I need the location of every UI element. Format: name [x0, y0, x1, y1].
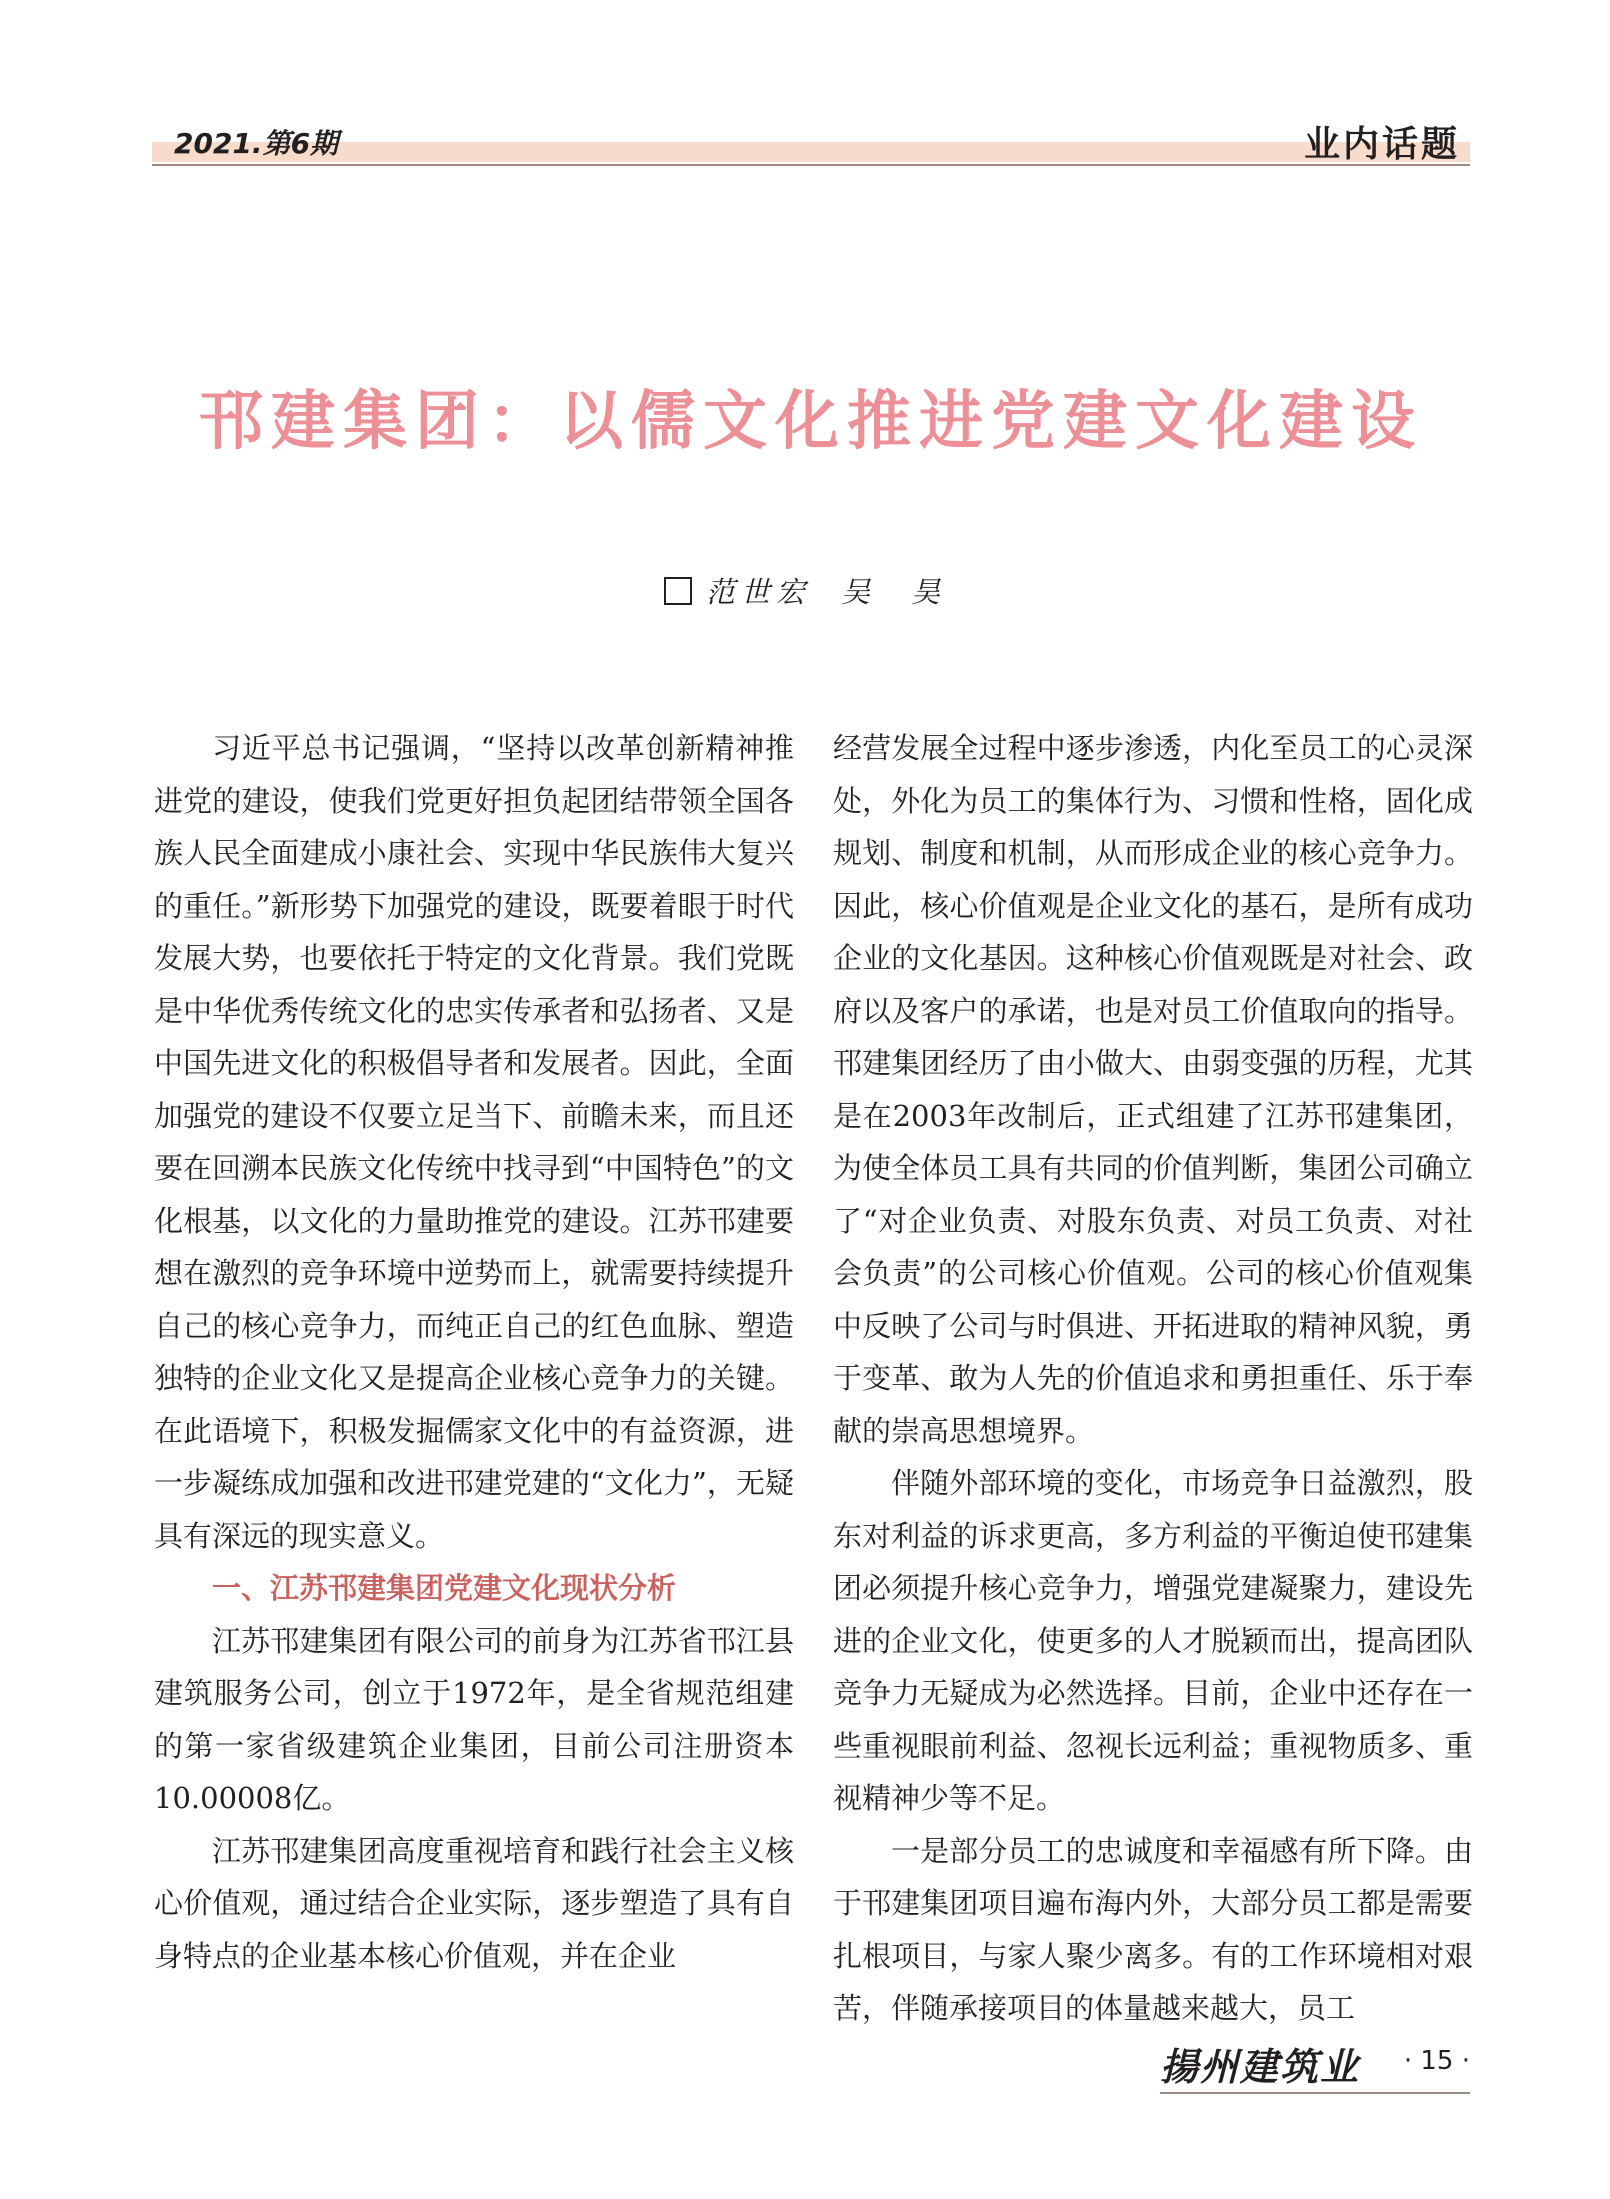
paragraph: 习近平总书记强调，“坚持以改革创新精神推进党的建设，使我们党更好担负起团结带领全国各族人民全面建成小康社会、实现中华民族伟大复兴的重任。”新形势下加强党的建设，既要着眼于时代发展大势，也要依托于特定的文化背景。我们党既是中华优秀传统文化的忠实传承者和弘扬者、又是中国先进文化的积极倡导者和发展者。因此，全面加强党的建设不仅要立足当下、前瞻未来，而且还要在回溯本民族文化传统中找寻到“中国特色”的文化根基，以文化的力量助推党的建设。江苏邗建要想在激烈的竞争环境中逆势而上，就需要持续提升自己的核心竞争力，而纯正自己的红色血脉、塑造独特的企业文化又是提高企业核心竞争力的关键。在此语境下，积极发掘儒家文化中的有益资源，进一步凝练成加强和改进邗建党建的“文化力”，无疑具有深远的现实意义。: [154, 731, 794, 1553]
page-header: [152, 112, 1470, 165]
paragraph: 一是部分员工的忠诚度和幸福感有所下降。由于邗建集团项目遍布海内外，大部分员工都是需要扎根项目，与家人聚少离多。有的工作环境相对艰苦，伴随承接项目的体量越来越大，员工: [833, 1833, 1473, 2025]
page-number: · 15 ·: [1403, 2046, 1470, 2076]
byline-box-icon: [664, 577, 692, 605]
article-title: 邗建集团：以儒文化推进党建文化建设: [199, 385, 1423, 459]
author-2: 吴 昊: [841, 575, 947, 609]
section-heading: 一、江苏邗建集团党建文化现状分析: [212, 1571, 677, 1605]
byline: [0, 570, 1610, 611]
footer-rule: [1160, 2092, 1470, 2094]
header-rule: [152, 164, 1470, 166]
paragraph: 江苏邗建集团有限公司的前身为江苏省邗江县建筑服务公司，创立于1972年，是全省规范组建的第一家省级建筑企业集团，目前公司注册资本10.00008亿。: [154, 1623, 794, 1815]
magazine-logo: 揚州建筑业: [1160, 2044, 1361, 2089]
paragraph: 经营发展全过程中逐步渗透，内化至员工的心灵深处，外化为员工的集体行为、习惯和性格，固化成规划、制度和机制，从而形成企业的核心竞争力。因此，核心价值观是企业文化的基石，是所有成功企业的文化基因。这种核心价值观既是对社会、政府以及客户的承诺，也是对员工价值取向的指导。邗建集团经历了由小做大、由弱变强的历程，尤其是在2003年改制后，正式组建了江苏邗建集团，为使全体员工具有共同的价值判断，集团公司确立了“对企业负责、对股东负责、对员工负责、对社会负责”的公司核心价值观。公司的核心价值观集中反映了公司与时俱进、开拓进取的精神风貌，勇于变革、敢为人先的价值追求和勇担重任、乐于奉献的崇高思想境界。: [833, 731, 1473, 1448]
section-label: 业内话题: [1303, 124, 1460, 165]
author-1: 范世宏: [705, 575, 811, 609]
header-band: [152, 142, 1470, 162]
right-column: [833, 722, 1473, 2035]
issue-label: 2021.第6期: [174, 127, 339, 160]
paragraph: 江苏邗建集团高度重视培育和践行社会主义核心价值观，通过结合企业实际，逐步塑造了具有自身特点的企业基本核心价值观，并在企业: [154, 1833, 794, 1973]
paragraph: 伴随外部环境的变化，市场竞争日益激烈，股东对利益的诉求更高，多方利益的平衡迫使邗建集团必须提升核心竞争力，增强党建凝聚力，建设先进的企业文化，使更多的人才脱颖而出，提高团队竞争力无疑成为必然选择。目前，企业中还存在一些重视眼前利益、忽视长远利益；重视物质多、重视精神少等不足。: [833, 1466, 1473, 1815]
page-footer: [1160, 2036, 1470, 2096]
left-column: [154, 722, 794, 1982]
